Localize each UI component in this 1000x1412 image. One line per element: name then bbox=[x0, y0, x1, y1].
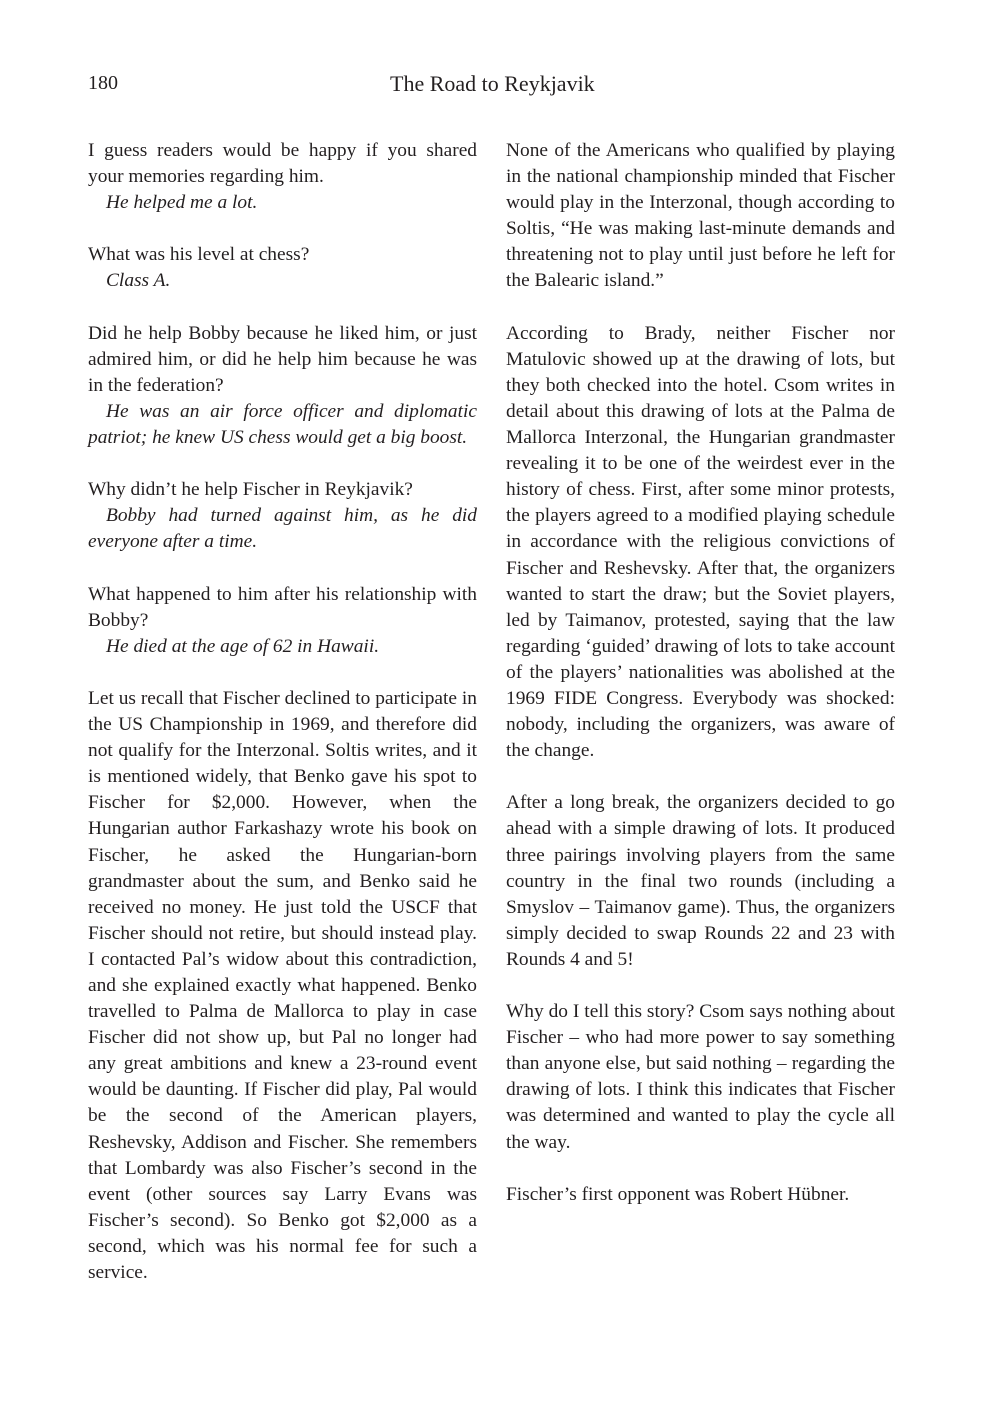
interview-question: Why didn’t he help Fischer in Reykjavik? bbox=[88, 479, 413, 501]
interview-answer: He was an air force officer and diplomatic patriot; he knew US chess would get a big boost. bbox=[88, 400, 477, 449]
interview-question: I guess readers would be happy if you shared your memories regarding him. bbox=[88, 140, 477, 188]
right-column bbox=[506, 138, 895, 1208]
body-paragraph: According to Brady, neither Fischer nor Matulovic showed up at the drawing of lots, but they both checked into the hotel. Csom writes in detail about this drawing of lots at the Palma de Mallorca Interzonal, the Hungarian grandmaster revealing it to be one of the weirdest ever in the history of chess. First, after some minor protests, the players agreed to a modified playing schedule in accordance with the religious convictions of Fischer and Reshevsky. After that, the organizers wanted to start the draw; but the Soviet players, led by Taimanov, protested, saying that the law regarding ‘guided’ drawing of lots to take account of the players’ nationalities was abolished at the 1969 FIDE Congress. Everybody was shocked: nobody, including the organizers, was aware of the change. bbox=[506, 322, 895, 762]
body-paragraph: After a long break, the organizers decided to go ahead with a simple drawing of lots. It produced three pairings involving players from the same country in the final two rounds (including a Smyslov – Taimanov game). Thus, the organizers simply decided to swap Rounds 22 and 23 with Rounds 4 and 5! bbox=[506, 792, 895, 970]
interview-question: Did he help Bobby because he liked him, or just admired him, or did he help him because he was in the federation? bbox=[88, 322, 477, 396]
interview-answer: He helped me a lot. bbox=[106, 192, 258, 214]
interview-question: What happened to him after his relationship with Bobby? bbox=[88, 583, 477, 631]
interview-answer: He died at the age of 62 in Hawaii. bbox=[106, 635, 380, 657]
interview-answer: Class A. bbox=[106, 270, 171, 292]
interview-answer: Bobby had turned against him, as he did everyone after a time. bbox=[88, 505, 477, 553]
body-paragraph: Fischer’s first opponent was Robert Hübner. bbox=[506, 1183, 850, 1205]
left-column bbox=[88, 138, 477, 1286]
page-number: 180 bbox=[88, 72, 118, 94]
running-title: The Road to Reykjavik bbox=[390, 71, 595, 96]
interview-question: What was his level at chess? bbox=[88, 244, 310, 266]
body-paragraph: Why do I tell this story? Csom says nothing about Fischer – who had more power to say something than anyone else, but said nothing – regarding the drawing of lots. I think this indicates that Fischer was determined and wanted to play the cycle all the way. bbox=[506, 1001, 895, 1153]
body-paragraph: None of the Americans who qualified by playing in the national championship minded that Fischer would play in the Interzonal, though according to Soltis, “He was making last-minute demands and threatening not to play until just before he left for the Balearic island.” bbox=[506, 140, 895, 292]
body-paragraph: Let us recall that Fischer declined to participate in the US Championship in 1969, and therefore did not qualify for the Interzonal. Soltis writes, and it is mentioned widely, that Benko gave his spot to Fischer for $2,000. However, when the Hungarian author Farkashazy wrote his book on Fischer, he asked the Hungarian-born grandmaster about the sum, and Benko said he received no money. He just told the USCF that Fischer should not retire, but should instead play. I contacted Pal’s widow about this contradiction, and she explained exactly what happened. Benko travelled to Palma de Mallorca to play in case Fischer did not show up, but Pal no longer had any great ambitions and knew a 23-round event would be daunting. If Fischer did play, Pal would be the second of the American players, Reshevsky, Addison and Fischer. She remembers that Lombardy was also Fischer’s second in the event (other sources say Larry Evans was Fischer’s second). So Benko got $2,000 as a second, which was his normal fee for such a service. bbox=[88, 687, 477, 1284]
